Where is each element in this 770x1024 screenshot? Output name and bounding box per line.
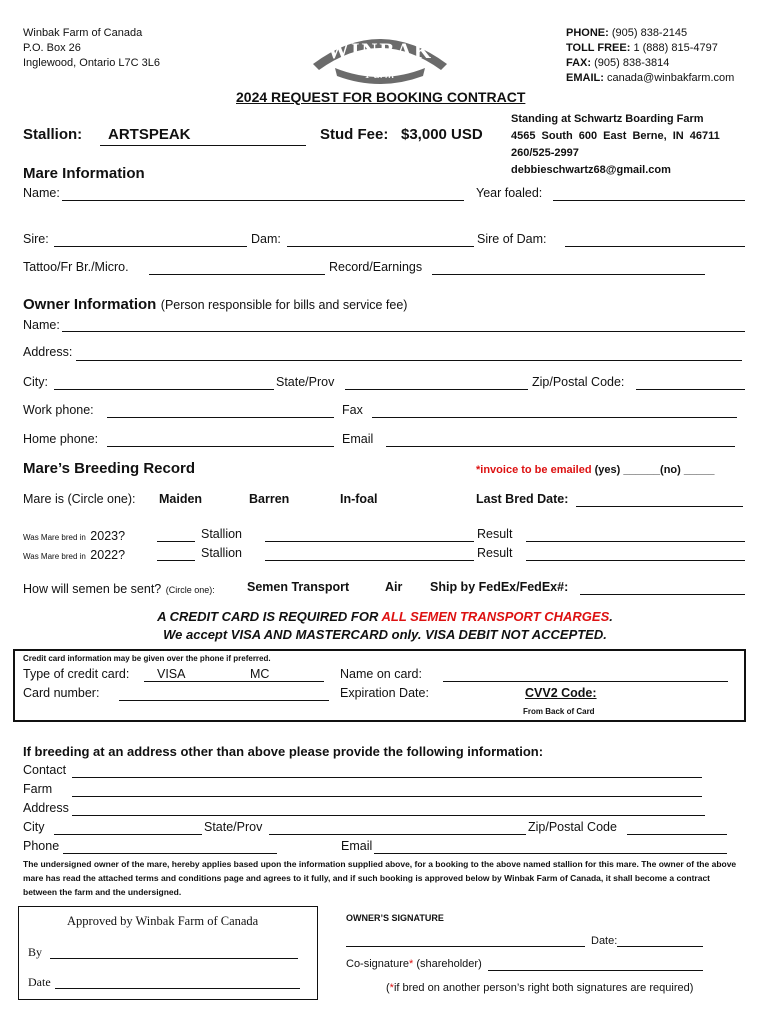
work-phone-field[interactable]: [107, 417, 334, 418]
owner-address-label: Address:: [23, 345, 73, 359]
last-bred-field[interactable]: [576, 506, 743, 507]
alt-farm-field[interactable]: [72, 796, 702, 797]
approval-title: Approved by Winbak Farm of Canada: [67, 914, 259, 928]
last-bred-label: Last Bred Date:: [476, 492, 569, 506]
owner-zip-label: Zip/Postal Code:: [532, 375, 625, 389]
mare-name-field[interactable]: [62, 200, 464, 201]
stallion-2022-field[interactable]: [265, 560, 474, 561]
sire-of-dam-label: Sire of Dam:: [477, 232, 547, 246]
owner-email-label: Email: [342, 432, 374, 446]
approval-date-label: Date: [28, 975, 51, 989]
card-note: Credit card information may be given over the phone if preferred.: [23, 654, 271, 663]
circle-one-note: (Circle one):: [165, 585, 215, 595]
alt-phone-field[interactable]: [63, 853, 277, 854]
work-phone-label: Work phone:: [23, 403, 94, 417]
owner-city-label: City:: [23, 375, 48, 389]
owner-heading: Owner Information: [23, 296, 157, 313]
alt-phone-label: Phone: [23, 839, 60, 853]
invoice-label: *invoice to be emailed: [476, 464, 592, 476]
owner-fax-label: Fax: [342, 403, 363, 417]
card-type-label: Type of credit card:: [23, 667, 130, 681]
alt-address-label: Address: [23, 801, 69, 815]
air-option[interactable]: Air: [385, 580, 403, 594]
address-line: P.O. Box 26: [23, 42, 81, 54]
barren-option[interactable]: Barren: [249, 492, 290, 506]
name-on-card-field[interactable]: [443, 681, 728, 682]
credit-notice-end: .: [609, 609, 613, 624]
record-label: Record/Earnings: [329, 260, 423, 274]
owner-signature-field[interactable]: [346, 946, 585, 947]
owner-zip-field[interactable]: [636, 389, 745, 390]
signature-date-label: Date:: [591, 935, 618, 947]
alt-city-field[interactable]: [54, 834, 202, 835]
farm-address: [23, 26, 160, 71]
home-phone-field[interactable]: [107, 446, 334, 447]
standing-line: debbieschwartz68@gmail.com: [511, 164, 671, 176]
alt-zip-label: Zip/Postal Code: [528, 820, 617, 834]
footnote-text: if bred on another person’s right both signatures are required): [393, 982, 694, 994]
stallion-2022-label: Stallion: [201, 546, 242, 560]
approval-by-field[interactable]: [50, 958, 298, 959]
logo-text: WINBAK: [326, 38, 434, 63]
card-number-label: Card number:: [23, 686, 100, 700]
alt-zip-field[interactable]: [627, 834, 727, 835]
bred-2022-field[interactable]: [157, 560, 195, 561]
standing-line: Standing at Schwartz Boarding Farm: [511, 113, 704, 125]
sire-field[interactable]: [54, 246, 247, 247]
phone-label: PHONE:: [566, 27, 609, 39]
tollfree-value: 1 (888) 815-4797: [633, 42, 718, 54]
sire-of-dam-field[interactable]: [565, 246, 745, 247]
cosign-label: Co-signature: [346, 958, 409, 970]
fedex-label: Ship by FedEx/FedEx#:: [430, 580, 569, 594]
owner-fax-field[interactable]: [372, 417, 737, 418]
alt-state-label: State/Prov: [204, 820, 263, 834]
alt-state-field[interactable]: [269, 834, 526, 835]
semen-transport-option[interactable]: Semen Transport: [247, 580, 350, 594]
home-phone-label: Home phone:: [23, 432, 99, 446]
maiden-option[interactable]: Maiden: [159, 492, 203, 506]
signature-footnote: (*if bred on another person’s right both signatures are required): [386, 982, 694, 994]
year-2023: 2023?: [90, 529, 126, 543]
alt-farm-label: Farm: [23, 782, 53, 796]
logo-subtext: Farm: [365, 66, 395, 81]
phone-value: (905) 838-2145: [611, 27, 688, 39]
invoice-options[interactable]: (yes) ______(no) _____: [594, 464, 715, 476]
contact-block: [566, 26, 734, 86]
alt-contact-field[interactable]: [72, 777, 702, 778]
card-type-field[interactable]: [144, 681, 324, 682]
owner-state-field[interactable]: [345, 389, 528, 390]
alt-city-label: City: [23, 820, 45, 834]
expiry-label: Expiration Date:: [340, 686, 429, 700]
standing-line: 260/525-2997: [511, 147, 579, 159]
address-line: Inglewood, Ontario L7C 3L6: [23, 57, 160, 69]
winbak-farm-logo: [305, 18, 455, 88]
result-2023-field[interactable]: [526, 541, 745, 542]
year-foaled-field[interactable]: [553, 200, 745, 201]
name-on-card-label: Name on card:: [340, 667, 422, 681]
owner-signature-label: OWNER’S SIGNATURE: [346, 913, 444, 923]
result-2022-field[interactable]: [526, 560, 745, 561]
owner-email-field[interactable]: [386, 446, 735, 447]
credit-notice-line1: [0, 609, 770, 624]
credit-notice-highlight: ALL SEMEN TRANSPORT CHARGES: [381, 609, 610, 624]
owner-name-field[interactable]: [62, 331, 745, 332]
tattoo-label: Tattoo/Fr Br./Micro.: [23, 260, 129, 274]
semen-question: [23, 580, 215, 598]
stud-fee-value: $3,000 USD: [401, 126, 483, 143]
stallion-value: ARTSPEAK: [108, 126, 191, 143]
mare-heading: Mare Information: [23, 165, 145, 182]
stallion-label: Stallion:: [23, 126, 83, 143]
cosign-field[interactable]: [488, 970, 703, 971]
fax-label: FAX:: [566, 57, 592, 69]
card-number-field[interactable]: [119, 700, 329, 701]
credit-notice-text: A CREDIT CARD IS REQUIRED FOR: [157, 609, 382, 624]
result-2022-label: Result: [477, 546, 513, 560]
tollfree-label: TOLL FREE:: [566, 42, 631, 54]
sire-label: Sire:: [23, 232, 49, 246]
invoice-row: [476, 464, 714, 476]
breeding-heading: Mare’s Breeding Record: [23, 460, 195, 477]
approval-by-label: By: [28, 945, 43, 959]
stallion-line: [100, 145, 306, 146]
alt-email-label: Email: [341, 839, 373, 853]
email-value: canada@winbakfarm.com: [606, 72, 735, 84]
infoal-option[interactable]: In-foal: [340, 492, 378, 506]
stallion-2023-field[interactable]: [265, 541, 474, 542]
cosign-row: [346, 958, 482, 970]
footnote-star: *: [389, 982, 394, 994]
cvv-note: From Back of Card: [523, 707, 595, 716]
result-2023-label: Result: [477, 527, 513, 541]
approval-date-field[interactable]: [55, 988, 300, 989]
bred-2022-row: [23, 546, 125, 564]
page-title: 2024 REQUEST FOR BOOKING CONTRACT: [236, 89, 526, 105]
alt-contact-label: Contact: [23, 763, 67, 777]
signature-date-field[interactable]: [617, 946, 703, 947]
was-bred-label: Was Mare bred in: [23, 552, 86, 561]
visa-option[interactable]: VISA: [157, 667, 186, 681]
credit-notice-line2: We accept VISA AND MASTERCARD only. VISA DEBIT NOT ACCEPTED.: [163, 627, 607, 642]
bred-2023-row: [23, 527, 125, 545]
dam-field[interactable]: [287, 246, 474, 247]
standing-block: [511, 111, 720, 179]
owner-city-field[interactable]: [54, 389, 274, 390]
cosign-star: *: [408, 958, 414, 970]
tattoo-field[interactable]: [149, 274, 325, 275]
alt-address-field[interactable]: [72, 815, 705, 816]
year-2022: 2022?: [90, 548, 126, 562]
owner-name-label: Name:: [23, 318, 60, 332]
stallion-2023-label: Stallion: [201, 527, 242, 541]
dam-label: Dam:: [251, 232, 281, 246]
record-field[interactable]: [432, 274, 705, 275]
email-label: EMAIL:: [566, 72, 604, 84]
stud-fee-label: Stud Fee:: [320, 126, 389, 143]
was-bred-label: Was Mare bred in: [23, 533, 86, 542]
alt-email-field[interactable]: [374, 853, 727, 854]
address-line: Winbak Farm of Canada: [23, 27, 143, 39]
cvv-label: CVV2 Code:: [525, 686, 597, 700]
alt-address-heading: If breeding at an address other than above please provide the following information:: [23, 744, 544, 759]
terms-text: The undersigned owner of the mare, hereby applies based upon the information supplied above, for a booking to the above named stallion for this mare. The owner of the above mare has read the attached terms and conditions page and agrees to it fully, and if such booking is approved below by Winbak Farm of Canada, it shall become a contract between the farm and the undersigned.: [23, 859, 737, 897]
owner-heading-row: [23, 296, 407, 314]
year-foaled-label: Year foaled:: [476, 186, 543, 200]
owner-address-field[interactable]: [76, 360, 742, 361]
mc-option[interactable]: MC: [250, 667, 270, 681]
owner-state-label: State/Prov: [276, 375, 335, 389]
mare-name-label: Name:: [23, 186, 60, 200]
cosign-note: (shareholder): [416, 958, 482, 970]
fedex-field[interactable]: [580, 594, 745, 595]
standing-line: 4565 South 600 East Berne, IN 46711: [511, 130, 720, 142]
bred-2023-field[interactable]: [157, 541, 195, 542]
semen-question-label: How will semen be sent?: [23, 582, 162, 596]
owner-note: (Person responsible for bills and service fee): [160, 298, 408, 312]
circle-label: Mare is (Circle one):: [23, 492, 136, 506]
fax-value: (905) 838-3814: [594, 57, 670, 69]
